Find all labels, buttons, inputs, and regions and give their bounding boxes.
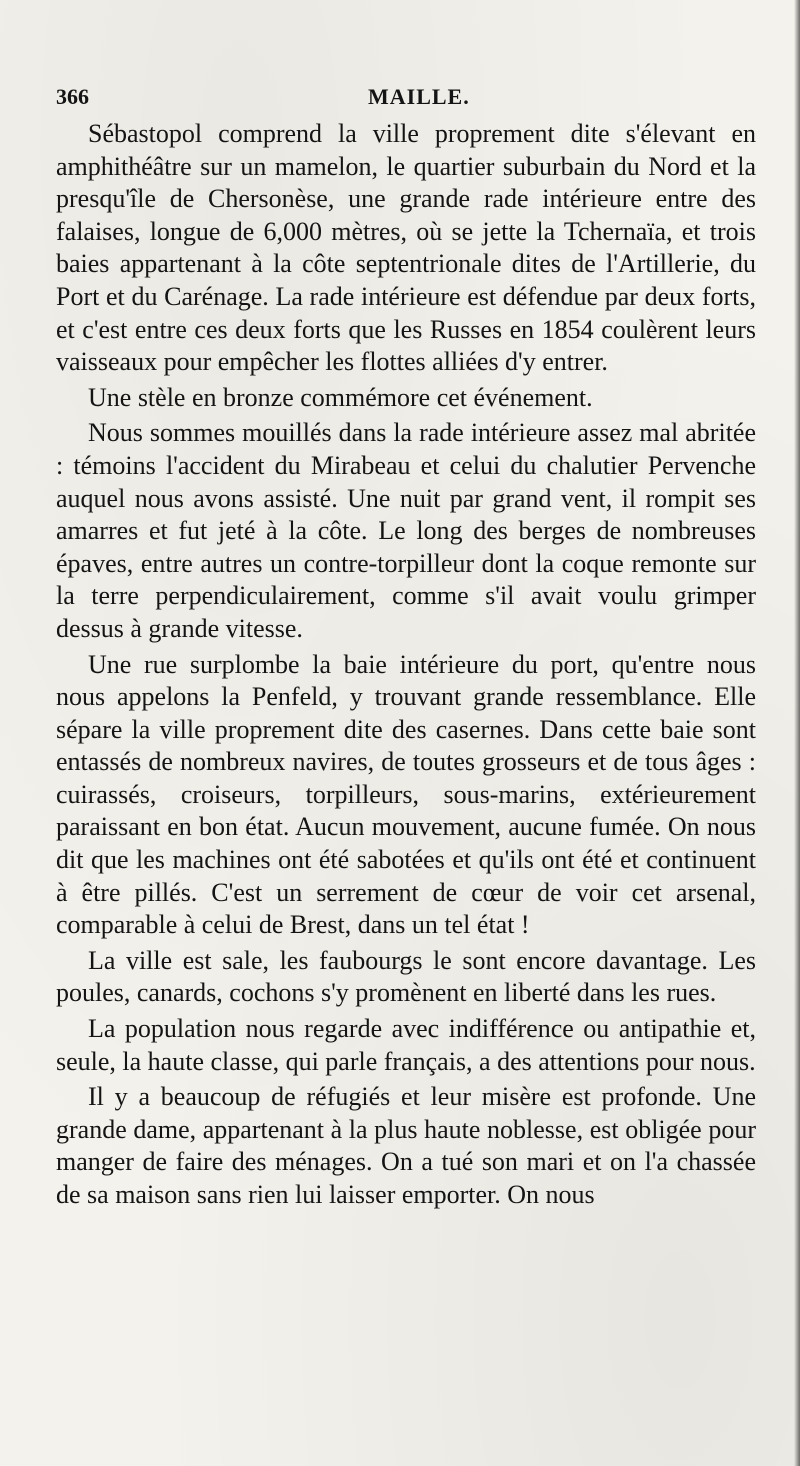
- paragraph-population: La population nous regarde avec indifférence ou antipathie et, seule, la haute classe, qui parle français, a des attentions pour nous.: [56, 1014, 756, 1076]
- page-header: [56, 84, 746, 112]
- paragraph-stele: Une stèle en bronze commémore cet événement.: [88, 382, 593, 412]
- page-number: 366: [56, 84, 89, 109]
- running-head: MAILLE.: [368, 84, 470, 109]
- body-text: [56, 118, 756, 1215]
- paragraph-sebastopol: Sébastopol comprend la ville proprement dite s'élevant en amphithéâtre sur un mamelon, le quartier suburbain du Nord et la presqu'île de Chersonèse, une grande rade intérieure entre des falaises, longue de 6,000 mètres, où se jette la Tchernaïa, et trois baies appartenant à la côte septentrionale dites de l'Artillerie, du Port et du Carénage. La rade intérieure est défendue par deux forts, et c'est entre ces deux forts que les Russes en 1854 coulèrent leurs vaisseaux pour empêcher les flottes alliées d'y entrer.: [56, 119, 756, 377]
- paragraph-refugies: Il y a beaucoup de réfugiés et leur misère est profonde. Une grande dame, appartenant à la plus haute noblesse, est obligée pour manger de faire des ménages. On a tué son mari et on l'a chassée de sa maison sans rien lui laisser emporter. On nous: [56, 1082, 756, 1209]
- paragraph-ville: La ville est sale, les faubourgs le sont encore davantage. Les poules, canards, cochons s'y promènent en liberté dans les rues.: [56, 945, 756, 1008]
- page-edge-shadow: [794, 0, 800, 1466]
- paragraph-rue: Une rue surplombe la baie intérieure du port, qu'entre nous nous appelons la Penfeld, y trouvant grande ressemblance. Elle sépare la ville proprement dite des casernes. Dans cette baie sont entassés de nombreux navires, de toutes grosseurs et de tous âges : cuirassés, croiseurs, torpilleurs, sous-marins, extérieurement paraissant en bon état. Aucun mouvement, aucune fumée. On nous dit que les machines ont été sabotées et qu'ils ont été et continuent à être pillés. C'est un serrement de cœur de voir cet arsenal, comparable à celui de Brest, dans un tel état !: [56, 649, 756, 940]
- paragraph-mouilles: Nous sommes mouillés dans la rade intérieure assez mal abritée : témoins l'accident du Mirabeau et celui du chalutier Pervenche auquel nous avons assisté. Une nuit par grand vent, il rompit ses amarres et fut jeté à la côte. Le long des berges de nombreuses épaves, entre autres un contre-torpilleur dont la coque remonte sur la terre perpendiculairement, comme s'il avait voulu grimper dessus à grande vitesse.: [56, 418, 756, 643]
